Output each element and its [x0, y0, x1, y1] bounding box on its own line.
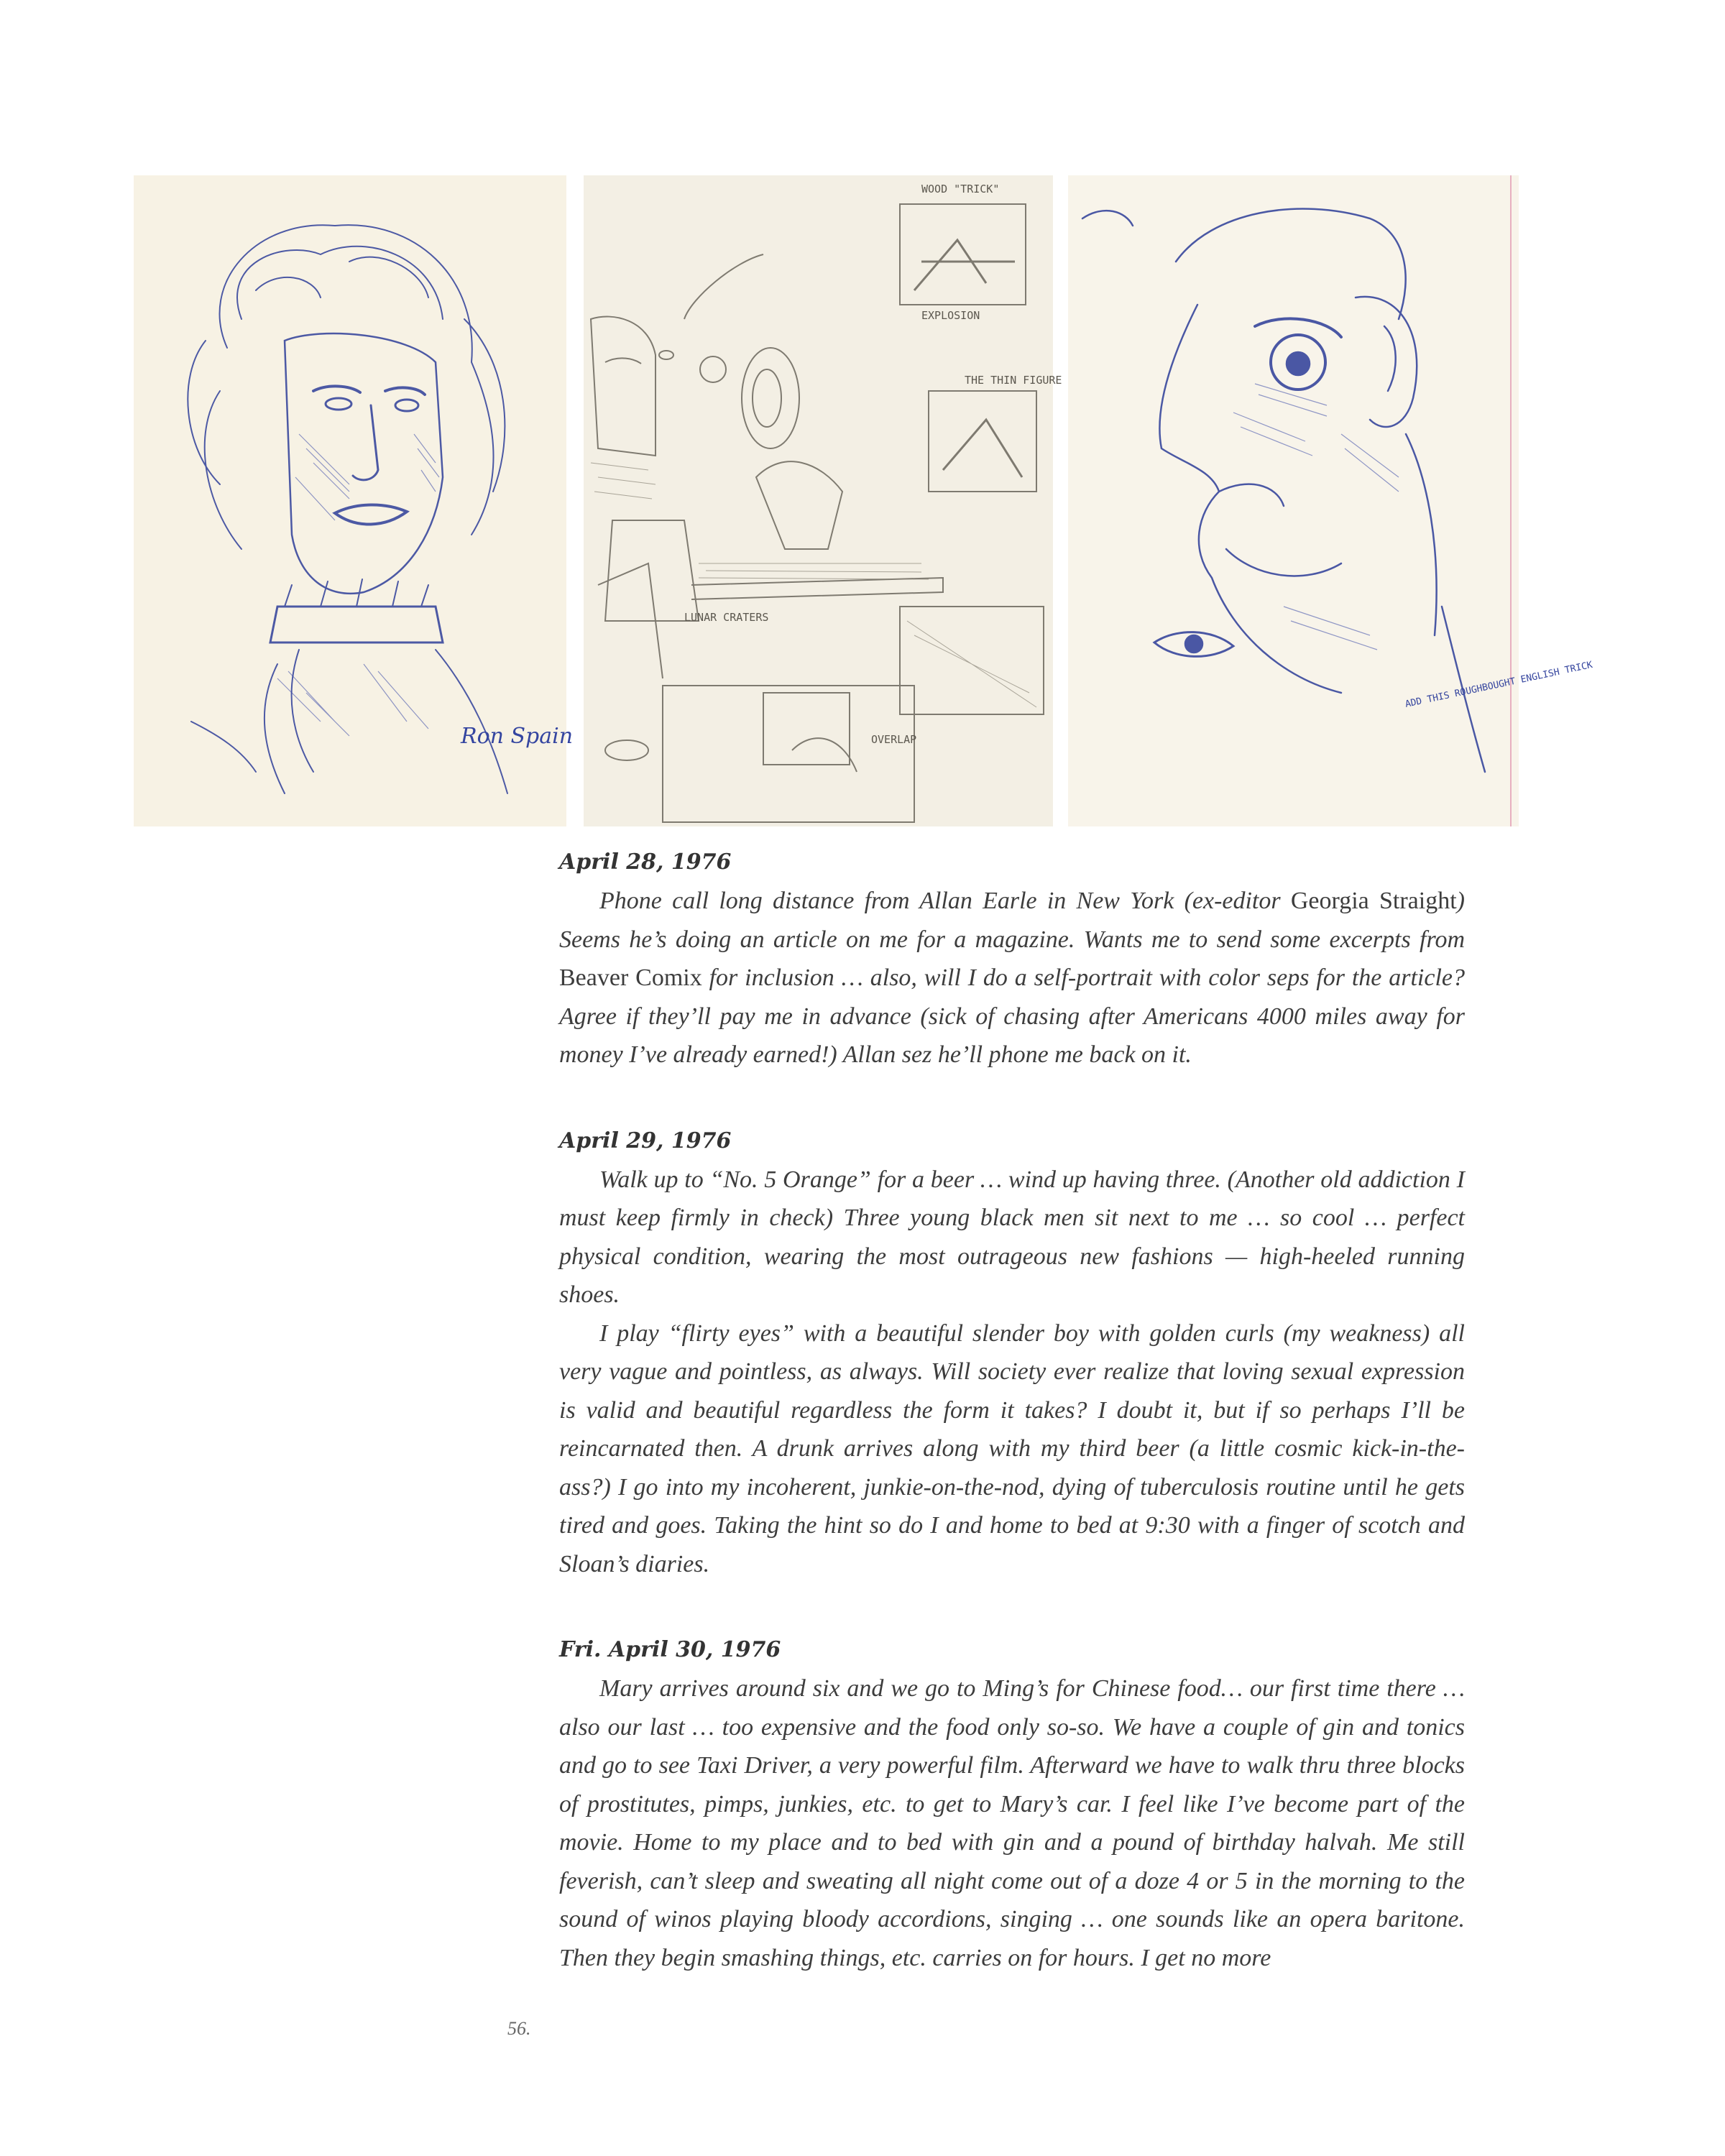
note-english-trick: ADD THIS ROUGHBOUGHT ENGLISH TRICK — [1404, 659, 1594, 710]
note-wood-trick: WOOD "TRICK" — [921, 183, 1000, 195]
entry-date: Fri. April 30, 1976 — [559, 1637, 781, 1662]
sketch-comic-studies — [584, 175, 1062, 826]
diary-entries — [559, 844, 1465, 2026]
entry-paragraph: I play “flirty eyes” with a beautiful slender boy with golden curls (my weakness) all very vague and pointless, as always. Will society ever realize that loving sexual expression is valid and beautiful regardless the form it takes? I doubt it, but if so perhaps I’ll be reincarnated then. A drunk arrives along with my third beer (a little cosmic kick-in-the-ass?) I go into my incoherent, junkie-on-the-nod, dying of tuberculosis routine until he gets tired and goes. Taking the hint so do I and home to bed at 9:30 with a finger of scotch and Sloan’s diaries. — [559, 1319, 1465, 1577]
diary-entry — [559, 1632, 1465, 1977]
sketch-old-man-profile — [1068, 175, 1594, 826]
diary-entry — [559, 1123, 1465, 1584]
studies-drawing — [584, 175, 1062, 826]
entry-paragraph: Phone call long distance from Allan Earle in New York (ex-editor Georgia Straight) Seems he’s doing an article on me for a magazine. Wants me to send some excerpts from Beaver Comix for inclusion … also, will I do a self-portrait with color seps for the article? Agree if they’ll pay me in advance (sick of chasing after Americans 4000 miles away for money I’ve already earned!) Allan sez he’ll phone me back on it. — [559, 888, 1465, 1068]
note-lunar-craters: LUNAR CRATERS — [684, 611, 769, 624]
note-explosion: EXPLOSION — [921, 309, 980, 322]
entry-paragraph: Mary arrives around six and we go to Ming’s for Chinese food… our first time there … also our last … too expensive and the food only so-so. We have a couple of gin and tonics and go to see Taxi Driver, a very powerful film. Afterward we have to walk thru three blocks of prostitutes, pimps, junkies, etc. to get to Mary’s car. I feel like I’ve become part of the movie. Home to my place and to bed with gin and a pound of birthday halvah. Me still feverish, can’t sleep and sweating all night come out of a doze 4 or 5 in the morning to the sound of winos playing bloody accordions, singing … one sounds like an opera baritone. Then they begin smashing things, etc. carries on for hours. I get no more — [559, 1675, 1465, 1971]
note-thin-figure: THE THIN FIGURE — [965, 374, 1062, 387]
sketch-signature: Ron Spain — [461, 724, 574, 749]
diary-entry — [559, 844, 1465, 1074]
profile-drawing — [1068, 175, 1594, 826]
sketch-portrait-curly-hair — [134, 175, 574, 826]
portrait-drawing — [134, 175, 574, 826]
entry-date: April 28, 1976 — [559, 849, 732, 875]
page-number: 56. — [507, 2018, 531, 2039]
entry-paragraph: Walk up to “No. 5 Orange” for a beer … wind up having three. (Another old addiction I must keep firmly in check) Three young black men sit next to me … so cool … perfect physical condition, wearing the most outrageous new fashions — high-heeled running shoes. — [559, 1166, 1465, 1308]
note-overlap: OVERLAP — [871, 733, 917, 746]
entry-date: April 29, 1976 — [559, 1128, 732, 1153]
